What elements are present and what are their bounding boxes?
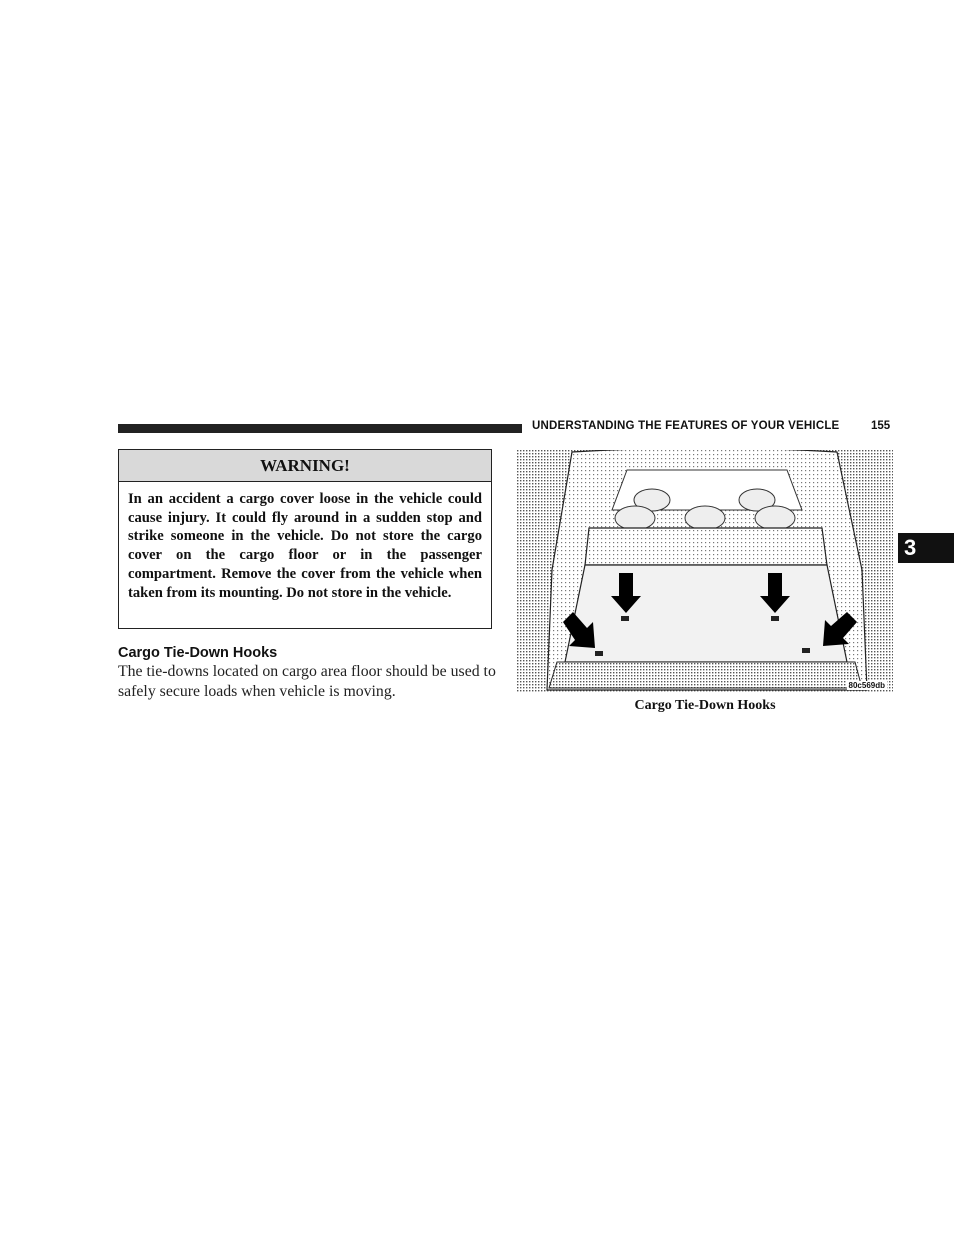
cargo-area-illustration [517, 450, 893, 693]
section-header-title: UNDERSTANDING THE FEATURES OF YOUR VEHICLE [532, 420, 840, 432]
figure-code: 80c569db [848, 681, 885, 690]
page-number: 155 [871, 420, 891, 432]
chapter-tab: 3 [898, 533, 954, 563]
figure-caption: Cargo Tie-Down Hooks [634, 698, 776, 713]
warning-text: In an accident a cargo cover loose in the vehicle could cause injury. It could fly around in a sudden stop and strike someone in the vehicle. Do not store the cargo cover on the cargo floor or in the passenger compartment. Remove the cover from the vehicle when taken from its mounting. Do not store in the vehicle. [128, 491, 482, 601]
section-body: The tie-downs located on cargo area floor should be used to safely secure loads when vehicle is moving. [118, 663, 496, 700]
section-heading: Cargo Tie-Down Hooks [118, 645, 278, 661]
warning-box [118, 449, 492, 629]
warning-title: WARNING! [119, 450, 491, 482]
cargo-illustration-svg [517, 450, 893, 693]
header-rule [118, 424, 522, 433]
